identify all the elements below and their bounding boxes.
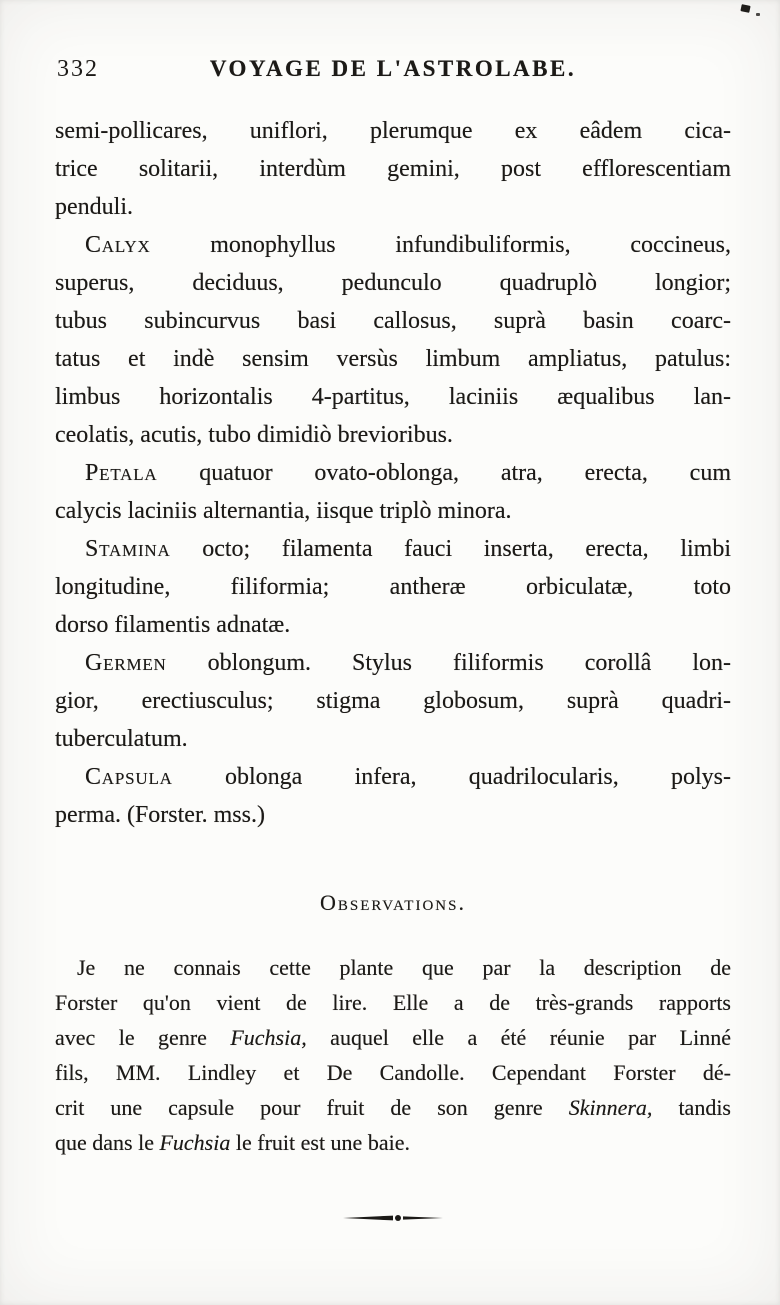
text-segment: Je ne connais cette plante que par la description de [77, 955, 731, 980]
text-segment: tandis [652, 1095, 731, 1120]
latin-description [55, 112, 731, 834]
scan-artifact [740, 4, 750, 13]
paragraph-continuation [55, 112, 731, 226]
text-segment: trice solitarii, interdùm gemini, post efflorescentiam [55, 156, 731, 182]
text-segment: tuberculatum. [55, 726, 188, 752]
text-segment: avec le genre [55, 1025, 231, 1050]
text-segment: oblongum. Stylus filiformis corollâ lon- [166, 650, 731, 676]
italic-term: Fuchsia, [230, 1025, 307, 1050]
text-segment: ceolatis, acutis, tubo dimidiò brevioribus. [55, 422, 453, 448]
swelled-rule-icon [343, 1212, 443, 1224]
observations-text [55, 950, 731, 1160]
text-segment: tubus subincurvus basi callosus, suprà basin coarc- [55, 308, 731, 334]
text-segment: octo; filamenta fauci inserta, erecta, limbi [170, 536, 731, 562]
text-line [55, 340, 731, 378]
text-line [55, 720, 731, 758]
text-segment: quatuor ovato-oblonga, atra, erecta, cum [157, 460, 731, 486]
tailpiece-ornament [55, 1212, 731, 1224]
observations-heading: Observations. [320, 890, 466, 915]
text-segment: oblonga infera, quadrilocularis, polys- [172, 764, 731, 790]
text-segment: calycis laciniis alternantia, iisque triplò minora. [55, 498, 512, 524]
text-line [55, 302, 731, 340]
text-segment: penduli. [55, 194, 133, 220]
text-line [55, 264, 731, 302]
text-line [55, 226, 731, 264]
text-segment: monophyllus infundibuliformis, coccineus, [150, 232, 731, 258]
text-segment: semi-pollicares, uniflori, plerumque ex eâdem cica- [55, 118, 731, 144]
text-line [55, 758, 731, 796]
small-caps-term: Germen [85, 650, 167, 676]
small-caps-term: Stamina [85, 536, 171, 562]
text-segment: superus, deciduus, pedunculo quadruplò longior; [55, 270, 731, 296]
text-line [55, 606, 731, 644]
text-segment: dorso filamentis adnatæ. [55, 612, 291, 638]
text-segment: le fruit est une baie. [230, 1130, 410, 1155]
small-caps-term: Petala [85, 460, 158, 486]
text-line [55, 950, 731, 985]
small-caps-term: Calyx [85, 232, 151, 258]
text-segment: crit une capsule pour fruit de son genre [55, 1095, 569, 1120]
running-title: VOYAGE DE L'ASTROLABE. [209, 56, 577, 81]
text-segment: que dans le [55, 1130, 160, 1155]
paragraph-capsula [55, 758, 731, 834]
text-segment: Forster qu'on vient de lire. Elle a de très-grands rapports [55, 990, 731, 1015]
text-line [55, 416, 731, 454]
text-segment: perma. (Forster. mss.) [55, 802, 265, 828]
text-line [55, 568, 731, 606]
text-line [55, 530, 731, 568]
scan-artifact [756, 13, 760, 16]
text-segment: longitudine, filiformia; antheræ orbiculatæ, toto [55, 574, 731, 600]
paragraph-calyx [55, 226, 731, 454]
text-segment: fils, MM. Lindley et De Candolle. Cependant Forster dé- [55, 1060, 731, 1085]
text-line [55, 1090, 731, 1125]
page-number: 332 [57, 56, 99, 82]
italic-term: Fuchsia [159, 1130, 231, 1155]
paragraph-stamina [55, 530, 731, 644]
text-line [55, 150, 731, 188]
italic-term: Skinnera, [568, 1095, 653, 1120]
text-line [55, 492, 731, 530]
text-line [55, 112, 731, 150]
text-line [55, 188, 731, 226]
paragraph-petala [55, 454, 731, 530]
text-line [55, 796, 731, 834]
text-line [55, 1055, 731, 1090]
text-line [55, 985, 731, 1020]
text-segment: limbus horizontalis 4-partitus, laciniis æqualibus lan- [55, 384, 731, 410]
text-line [55, 644, 731, 682]
text-line [55, 1125, 731, 1160]
paragraph-germen [55, 644, 731, 758]
page-header [55, 0, 731, 92]
paragraph-observations [55, 950, 731, 1160]
text-line [55, 1020, 731, 1055]
text-line [55, 682, 731, 720]
text-line [55, 454, 731, 492]
text-line [55, 378, 731, 416]
text-segment: auquel elle a été réunie par Linné [306, 1025, 731, 1050]
text-segment: tatus et indè sensim versùs limbum ampliatus, patulus: [55, 346, 731, 372]
text-segment: gior, erectiusculus; stigma globosum, suprà quadri- [55, 688, 731, 714]
small-caps-term: Capsula [85, 764, 173, 790]
page-body [55, 112, 731, 1224]
